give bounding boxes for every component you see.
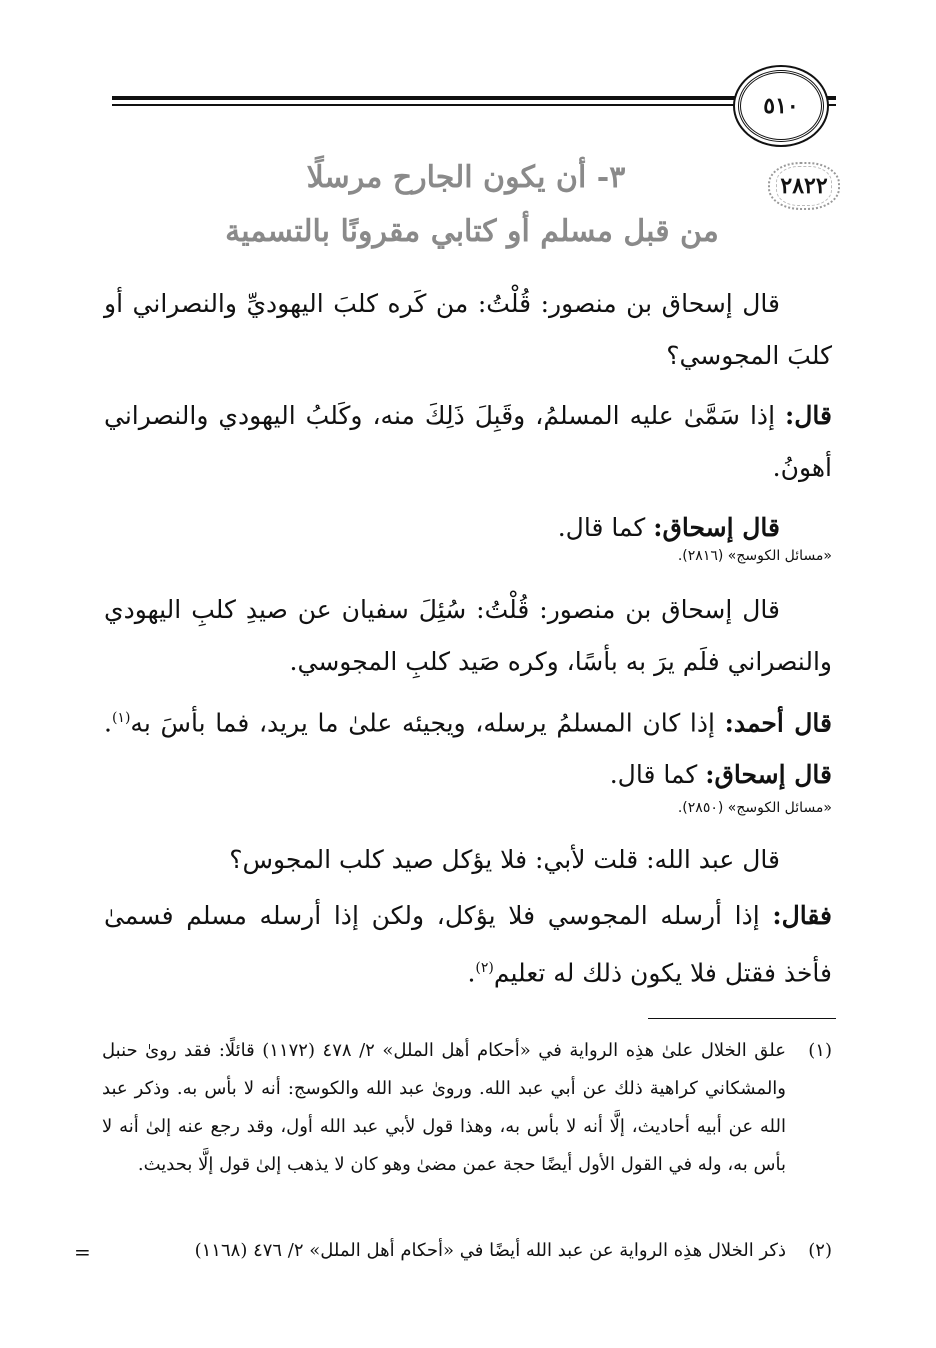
issue-number-badge: [768, 162, 840, 210]
issue-number: ٢٨٢٢: [780, 173, 828, 199]
paragraph: قال إسحاق: كما قال.: [557, 513, 780, 542]
footnote-marker: (٢): [475, 960, 494, 976]
footnote: [102, 1032, 832, 1184]
speaker-label: قال إسحاق:: [705, 760, 832, 790]
footnote-text: ذكر الخلال هذِه الرواية عن عبد الله أيضًا في «أحكام أهل الملل» ٢/ ٤٧٦ (١١٦٨): [194, 1240, 786, 1261]
text-block-3: [104, 834, 832, 999]
page-number: ٥١٠: [763, 93, 799, 119]
header-rule: [112, 96, 744, 110]
text-block-2: [104, 584, 832, 801]
footnote-text: علق الخلال علىٰ هذِه الرواية في «أحكام أهل الملل» ٢/ ٤٧٨ (١١٧٢) قائلًا: فقد رویٰ حنبل والمشكاني كراهية ذلك عن أبي عبد الله. ورویٰ عبد الله والكوسج: أنه لا بأس به. وذكر عبد الله عن أبيه أحاديث، إلَّا أنه لا بأس به، وهذا قول لأبي عبد الله أول، وقد رجع عنه إلىٰ أنه لا بأس به، وله في القول الأول أيضًا حجة عمن مضیٰ وهو كان لا يذهب إلىٰ قول إلَّا بحديث.: [102, 1040, 786, 1175]
paragraph: قال أحمد: إذا كان المسلمُ يرسله، ويجيئه علىٰ ما يريد، فما بأسَ به$^{(١)}$. قال إسحاق: كما قال.: [104, 708, 833, 790]
chapter-heading: ٣- أن يكون الجارح مرسلًا: [306, 160, 626, 195]
speaker-label: قال أحمد:: [724, 708, 833, 738]
footnotes: [102, 1032, 832, 1184]
page-number-badge: [738, 70, 824, 142]
source-reference: «مسائل الكوسج» (٢٨١٦).: [677, 548, 832, 564]
footnote-number: (٢): [808, 1240, 832, 1261]
paragraph: قال إسحاق بن منصور: قُلْتُ: من كَره كلبَ اليهوديِّ والنصراني أو كلبَ المجوسي؟: [104, 289, 832, 370]
source-reference: «مسائل الكوسج» (٢٨٥٠).: [677, 800, 832, 816]
speaker-label: فقال:: [772, 901, 832, 930]
footnote-divider: [648, 1018, 836, 1019]
continuation-mark: =: [74, 1240, 91, 1264]
footnote: [32, 1232, 832, 1270]
paragraph: قال: إذا سَمَّىٰ عليه المسلمُ، وقَبِلَ ذَلِكَ منه، وكَلبُ اليهودي والنصراني أهونُ.: [104, 401, 832, 482]
paragraph: قال إسحاق بن منصور: قُلْتُ: سُئِلَ سفيان عن صيدِ كلبِ اليهودي والنصراني فلَم يرَ به بأسًا، وكره صَيد كلبِ المجوسي.: [104, 595, 832, 676]
text-block-1: [104, 278, 832, 554]
paragraph: فقال: إذا أرسله المجوسي فلا يؤكل، ولكن إذا أرسله مسلم فسمىٰ فأخذ فقتل فلا يكون ذلك له تعليم$^{(٢)}$.: [104, 901, 832, 988]
footnote-number: (١): [808, 1040, 832, 1061]
speaker-label: قال إسحاق:: [653, 513, 780, 542]
paragraph: قال عبد الله: قلت لأبي: فلا يؤكل صيد كلب المجوس؟: [229, 845, 780, 874]
chapter-subheading: من قبل مسلم أو كتابي مقرونًا بالتسمية: [225, 214, 719, 249]
speaker-label: قال:: [785, 401, 832, 430]
footnote-marker: (١): [111, 710, 131, 726]
